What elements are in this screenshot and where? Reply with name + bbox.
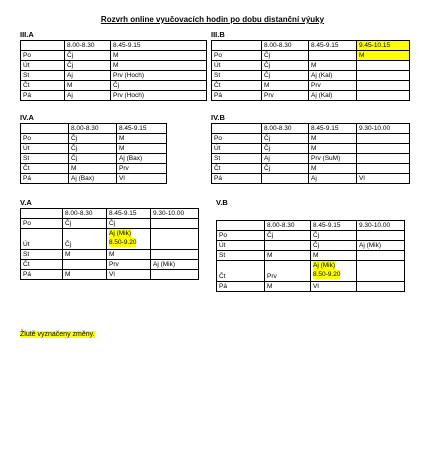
lesson-cell: [151, 219, 199, 229]
lesson-cell: M: [117, 144, 167, 154]
lesson-cell: M: [265, 251, 311, 261]
table-row: [21, 51, 207, 61]
day-cell: Po: [21, 134, 69, 144]
table-row: [217, 231, 405, 241]
lesson-cell: Aj: [309, 174, 357, 184]
day-cell: Út: [212, 61, 262, 71]
changed-time: 8.50-9.20: [109, 239, 137, 246]
lesson-cell: Čj: [262, 51, 309, 61]
day-cell: Čt: [217, 261, 265, 282]
lesson-cell: Aj: [262, 154, 309, 164]
lesson-cell: M: [309, 164, 357, 174]
lesson-cell: [309, 51, 357, 61]
lesson-cell: Aj (Bax): [69, 174, 117, 184]
day-cell: Út: [21, 144, 69, 154]
class-label: III.A: [20, 30, 34, 39]
lesson-cell: M: [265, 282, 311, 292]
table-row: [212, 71, 410, 81]
lesson-cell: [357, 91, 410, 101]
lesson-cell: [151, 229, 199, 250]
table-row: [21, 144, 167, 154]
day-cell: Čt: [21, 260, 63, 270]
day-cell: Čt: [21, 164, 69, 174]
lesson-cell: Čj: [262, 134, 309, 144]
table-row: [21, 270, 199, 280]
timetable-block-3a: [20, 30, 207, 101]
lesson-cell: M: [65, 81, 111, 91]
lesson-cell: Vl: [107, 270, 151, 280]
lesson-cell: Aj: [65, 91, 111, 101]
day-cell: Út: [21, 229, 63, 250]
table-row: [21, 61, 207, 71]
lesson-cell: [357, 154, 410, 164]
day-cell: Pá: [21, 174, 69, 184]
day-cell: St: [212, 71, 262, 81]
day-cell: St: [21, 250, 63, 260]
lesson-cell: [357, 61, 410, 71]
lesson-cell: Čj: [65, 61, 111, 71]
lesson-cell: Čj: [69, 154, 117, 164]
lesson-cell: M: [63, 270, 107, 280]
header-cell: 8.45-9.15: [309, 41, 357, 51]
day-cell: St: [21, 154, 69, 164]
class-label: IV.A: [20, 113, 34, 122]
lesson-cell: M: [309, 134, 357, 144]
header-cell: 8.00-8.30: [265, 221, 311, 231]
lesson-cell: M: [69, 164, 117, 174]
class-label: III.B: [211, 30, 225, 39]
lesson-cell: Prv: [265, 261, 311, 282]
header-cell: [21, 41, 65, 51]
header-cell: 8.45-9.15: [107, 209, 151, 219]
table-row: [212, 164, 410, 174]
lesson-cell: Aj (Kal): [309, 91, 357, 101]
lesson-cell: Prv: [107, 260, 151, 270]
lesson-cell: [357, 144, 410, 154]
lesson-cell: Čj: [265, 231, 311, 241]
header-cell: 9.30-10.00: [151, 209, 199, 219]
table-row: [21, 164, 167, 174]
day-cell: St: [217, 251, 265, 261]
lesson-cell: M: [107, 250, 151, 260]
lesson-cell: [357, 282, 405, 292]
day-cell: Út: [212, 144, 262, 154]
changed-time: 8.50-9.20: [313, 271, 341, 278]
lesson-cell: Čj: [63, 229, 107, 250]
lesson-cell: M: [117, 134, 167, 144]
timetable-3a: [20, 40, 207, 101]
lesson-cell: Čj: [69, 134, 117, 144]
timetable-4b: [211, 123, 410, 184]
class-label: V.B: [216, 198, 228, 207]
table-header-row: [212, 124, 410, 134]
table-header-row: [21, 41, 207, 51]
day-cell: Pá: [212, 174, 262, 184]
lesson-cell: M: [63, 250, 107, 260]
table-row: [21, 260, 199, 270]
table-row: [212, 61, 410, 71]
header-cell: [212, 41, 262, 51]
changes-note: [20, 331, 95, 338]
day-cell: St: [21, 71, 65, 81]
header-cell: 8.00-8.30: [63, 209, 107, 219]
lesson-cell-changed: [107, 229, 151, 250]
table-header-row: [217, 221, 405, 231]
lesson-cell: Aj (Bax): [117, 154, 167, 164]
day-cell: Po: [212, 134, 262, 144]
table-header-row: [212, 41, 410, 51]
lesson-cell: Prv: [309, 81, 357, 91]
lesson-cell: Čj: [65, 51, 111, 61]
header-cell: 8.00-8.30: [262, 41, 309, 51]
lesson-cell-changed: [311, 261, 357, 282]
table-row: [21, 154, 167, 164]
day-cell: Út: [217, 241, 265, 251]
timetable-block-3b: [211, 30, 410, 101]
timetable-block-5b: [216, 198, 405, 292]
lesson-cell: [357, 71, 410, 81]
day-cell: St: [212, 154, 262, 164]
day-cell: Út: [21, 61, 65, 71]
lesson-cell: Aj (Mik): [151, 260, 199, 270]
lesson-cell: [357, 81, 410, 91]
timetable-block-5a: [20, 198, 199, 280]
day-cell: Po: [21, 51, 65, 61]
timetable-3b: [211, 40, 410, 101]
day-cell: Pá: [21, 270, 63, 280]
lesson-cell: Prv: [117, 164, 167, 174]
table-row: [21, 219, 199, 229]
lesson-cell: M: [311, 251, 357, 261]
table-row: [212, 91, 410, 101]
timetable-5a: [20, 208, 199, 280]
table-row: [217, 241, 405, 251]
timetable-4a: [20, 123, 167, 184]
table-row: [212, 174, 410, 184]
table-row: [217, 261, 405, 282]
lesson-cell: Prv (SuM): [309, 154, 357, 164]
lesson-cell: Prv (Hoch): [111, 71, 207, 81]
lesson-cell: [63, 260, 107, 270]
table-row: [212, 144, 410, 154]
lesson-cell: Čj: [311, 231, 357, 241]
lesson-cell: Čj: [262, 144, 309, 154]
table-row: [212, 51, 410, 61]
day-cell: Čt: [21, 81, 65, 91]
table-row: [21, 250, 199, 260]
table-row: [21, 81, 207, 91]
lesson-cell: M: [111, 51, 207, 61]
table-row: [212, 154, 410, 164]
header-cell: 9.30-10.00: [357, 124, 410, 134]
header-cell: 8.45-9.15: [311, 221, 357, 231]
lesson-cell: Čj: [262, 71, 309, 81]
table-row: [212, 134, 410, 144]
lesson-cell: [151, 270, 199, 280]
day-cell: Po: [217, 231, 265, 241]
day-cell: Pá: [212, 91, 262, 101]
header-cell: [21, 209, 63, 219]
timetable-5b: [216, 220, 405, 292]
lesson-cell: Vl: [311, 282, 357, 292]
lesson-cell: Vl: [357, 174, 410, 184]
header-cell: 8.00-8.30: [69, 124, 117, 134]
header-cell: [217, 221, 265, 231]
table-row: [217, 282, 405, 292]
header-cell: [21, 124, 69, 134]
table-header-row: [21, 209, 199, 219]
day-cell: Čt: [212, 164, 262, 174]
day-cell: Pá: [21, 91, 65, 101]
timetable-block-4a: [20, 113, 167, 184]
table-row: [21, 174, 167, 184]
table-row: [217, 251, 405, 261]
table-row: [21, 229, 199, 250]
table-row: [21, 71, 207, 81]
day-cell: Pá: [217, 282, 265, 292]
lesson-cell: [357, 231, 405, 241]
lesson-cell: Aj (Kal): [309, 71, 357, 81]
lesson-cell: Čj: [311, 241, 357, 251]
lesson-cell: [357, 261, 405, 282]
lesson-cell: Prv (Hoch): [111, 91, 207, 101]
lesson-cell: [151, 250, 199, 260]
class-label: IV.B: [211, 113, 225, 122]
header-cell: 8.45-9.15: [309, 124, 357, 134]
lesson-cell: M: [111, 61, 207, 71]
header-cell: 8.45-9.15: [117, 124, 167, 134]
changed-lesson: Aj (Mik): [313, 262, 336, 269]
changed-lesson: Aj (Mik): [109, 230, 132, 237]
document-title: Rozvrh online vyučovacích hodin po dobu distanční výuky: [100, 15, 325, 24]
lesson-cell: Čj: [69, 144, 117, 154]
lesson-cell: M: [262, 81, 309, 91]
lesson-cell: Prv: [262, 91, 309, 101]
day-cell: Po: [21, 219, 63, 229]
table-row: [212, 81, 410, 91]
lesson-cell: Vl: [117, 174, 167, 184]
lesson-cell: [357, 134, 410, 144]
lesson-cell: Čj: [262, 164, 309, 174]
day-cell: Čt: [212, 81, 262, 91]
lesson-cell: M: [309, 144, 357, 154]
lesson-cell: Čj: [262, 61, 309, 71]
lesson-cell: [262, 174, 309, 184]
lesson-cell: M: [309, 61, 357, 71]
header-cell: 9.30-10.00: [357, 221, 405, 231]
timetable-block-4b: [211, 113, 410, 184]
lesson-cell: [265, 241, 311, 251]
day-cell: Po: [212, 51, 262, 61]
lesson-cell: Čj: [107, 219, 151, 229]
header-cell: 8.00-8.30: [262, 124, 309, 134]
table-row: [21, 91, 207, 101]
class-label: V.A: [20, 198, 32, 207]
lesson-cell: [357, 251, 405, 261]
lesson-cell: Čj: [63, 219, 107, 229]
lesson-cell: Aj (Mik): [357, 241, 405, 251]
table-row: [21, 134, 167, 144]
changes-note-text: Žlutě vyznačeny změny.: [20, 331, 95, 338]
lesson-cell: Aj: [65, 71, 111, 81]
lesson-cell: [357, 164, 410, 174]
lesson-cell-changed: M: [357, 51, 410, 61]
header-cell: [212, 124, 262, 134]
lesson-cell: Čj: [111, 81, 207, 91]
table-header-row: [21, 124, 167, 134]
header-cell: 8.00-8.30: [65, 41, 111, 51]
header-cell: 8.45-9.15: [111, 41, 207, 51]
header-cell-changed: 9.45-10.15: [357, 41, 410, 51]
